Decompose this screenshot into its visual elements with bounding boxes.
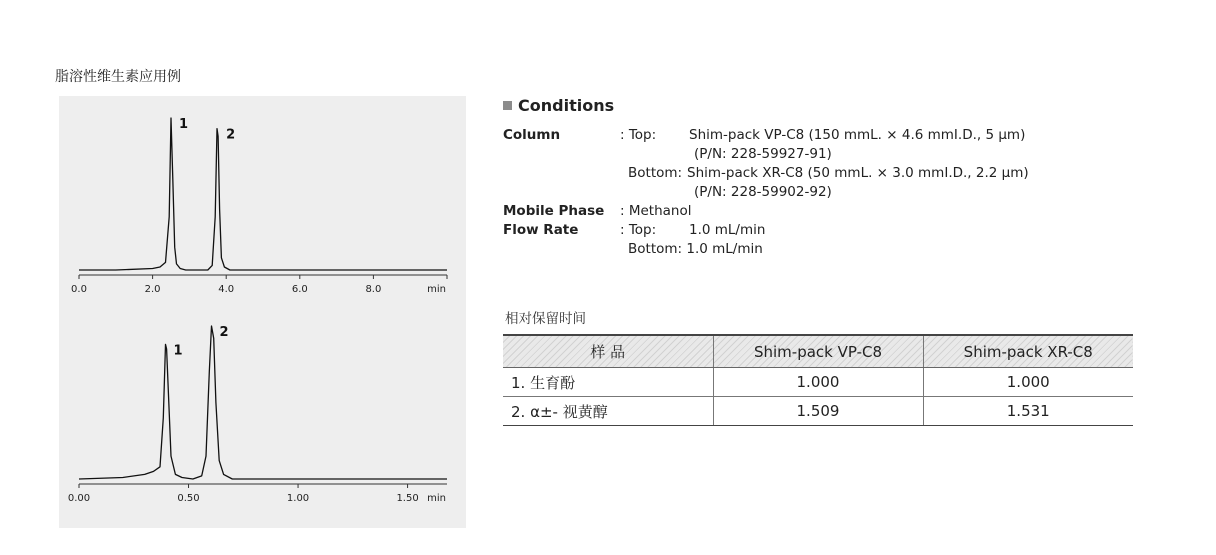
- flow-rate-bottom: Bottom: 1.0 mL/min: [628, 241, 763, 257]
- chromatogram-svg: [59, 96, 466, 528]
- chart-1-x-tick-label: 6.0: [291, 284, 308, 295]
- chart-2-x-tick-label: 1.50: [396, 493, 419, 504]
- flow-rate-top-prefix: : Top:: [620, 222, 657, 238]
- table-row: [503, 368, 1133, 397]
- chart-1-peak-label: 1: [179, 117, 189, 132]
- table-header-row: [503, 335, 1133, 368]
- chromatogram-panel: [59, 96, 466, 528]
- column-label: Column: [503, 127, 561, 143]
- mobile-phase-label: Mobile Phase: [503, 203, 605, 219]
- header-xr-c8: Shim-pack XR-C8: [923, 335, 1133, 368]
- chart-1-x-axis-label: min: [427, 284, 446, 295]
- chart-1-series-line: [79, 118, 447, 270]
- mobile-phase-value: : Methanol: [620, 203, 692, 219]
- row-2-xr-c8: 1.531: [923, 397, 1133, 426]
- header-vp-c8: Shim-pack VP-C8: [713, 335, 923, 368]
- row-1-sample: 1. 生育酚: [503, 368, 713, 397]
- chart-1-x-tick-label: 0.0: [71, 284, 87, 295]
- chart-2-x-tick-label: 1.00: [286, 493, 310, 504]
- column-top-pn: (P/N: 228-59927-91): [694, 146, 832, 162]
- column-top-value: Shim-pack VP-C8 (150 mmL. × 4.6 mmI.D., 5 μm): [689, 127, 1026, 143]
- page-title: 脂溶性维生素应用例: [55, 69, 181, 85]
- row-2-sample: 2. α±- 视黄醇: [503, 397, 713, 426]
- chart-2-peak-label: 2: [219, 325, 229, 340]
- chart-2-x-tick-label: 0.50: [177, 493, 200, 504]
- column-label-row: [503, 126, 560, 144]
- chart-2-series-line: [79, 326, 447, 479]
- flow-rate-label: Flow Rate: [503, 222, 579, 238]
- row-2-vp-c8: 1.509: [713, 397, 923, 426]
- chart-1-x-tick-label: 4.0: [218, 284, 235, 295]
- conditions-heading: [503, 96, 614, 115]
- header-sample: 样 品: [503, 335, 713, 368]
- chart-1-x-tick-label: 2.0: [144, 284, 161, 295]
- retention-table-caption: 相对保留时间: [505, 311, 586, 327]
- flow-rate-top-value: 1.0 mL/min: [689, 222, 766, 238]
- chart-1-x-tick-label: 8.0: [365, 284, 382, 295]
- square-bullet-icon: [503, 101, 512, 110]
- conditions-title: Conditions: [518, 96, 615, 115]
- chart-2-x-axis-label: min: [427, 493, 446, 504]
- table-row: [503, 397, 1133, 426]
- row-1-vp-c8: 1.000: [713, 368, 923, 397]
- row-1-xr-c8: 1.000: [923, 368, 1133, 397]
- column-bottom-prefix: Bottom:: [628, 165, 683, 181]
- chart-1-peak-label: 2: [226, 127, 236, 143]
- retention-table: [503, 334, 1133, 426]
- column-top-prefix: : Top:: [620, 127, 657, 143]
- chart-2-x-tick-label: 0.00: [67, 493, 91, 504]
- chart-2-peak-label: 1: [173, 343, 183, 359]
- column-bottom-value: Shim-pack XR-C8 (50 mmL. × 3.0 mmI.D., 2.2 μm): [687, 165, 1029, 181]
- column-bottom-pn: (P/N: 228-59902-92): [694, 184, 832, 200]
